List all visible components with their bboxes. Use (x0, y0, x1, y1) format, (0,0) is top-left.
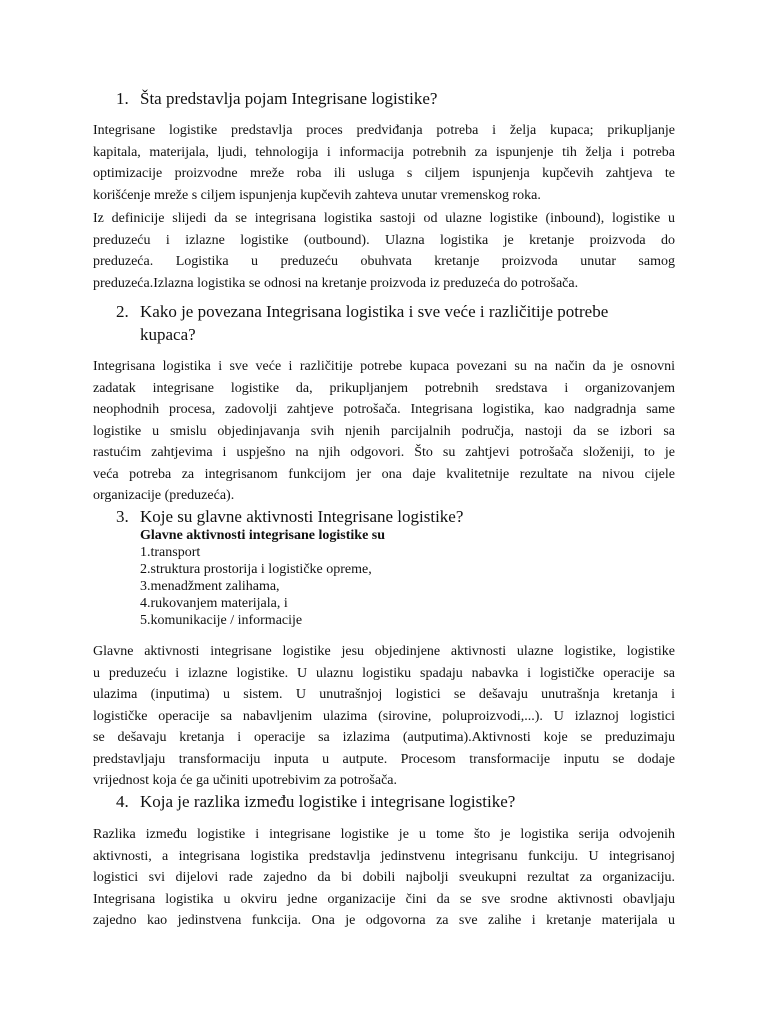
text-line: zadatak integrisane logistike da, prikupljanjem potrebnih sredstava i organizovanjem (93, 380, 675, 396)
text-line: preduzeća. Logistika u preduzeću obuhvata kretanje proizvoda unutar samog (93, 254, 675, 269)
question-4-title: Koja je razlika između logistike i integrisane logistike? (140, 792, 516, 811)
question-1-title: Šta predstavlja pojam Integrisane logistike? (140, 89, 438, 108)
question-3-number: 3. (116, 507, 129, 526)
text-line: Integrisana logistika u okviru jedne organizacije čini da se sve srodne aktivnosti obavljaju (93, 891, 675, 907)
list-item: 4.rukovanjem materijala, i (140, 596, 288, 611)
list-item: 2.struktura prostorija i logističke opreme, (140, 562, 372, 577)
text-line: Razlika između logistike i integrisane logistike je u tome što je logistika serija odvojenih (93, 827, 675, 842)
text-line: optimizacije proizvodne mreže roba ili usluga s ciljem ispunjenja kupčevih zahtjeva te (93, 166, 675, 181)
answer-4-paragraph-1 (93, 824, 675, 932)
question-2-title-line-2: kupaca? (140, 325, 196, 344)
question-2-title-line-1: Kako je povezana Integrisana logistika i sve veće i različitije potrebe (140, 302, 609, 321)
text-line: aktivnosti, a integrisana logistika predstavlja jedinstvenu integrisanu funkciju. U integrisanoj (93, 848, 675, 864)
question-1-number: 1. (116, 89, 129, 108)
text-line: logistike u smislu objedinjavanja svih njenih parcijalnih područja, nastoji da se izbori sa (93, 423, 675, 439)
text-line: organizacije (preduzeća). (93, 488, 235, 503)
text-line: Integrisana logistika i sve veće i različitije potrebe kupaca povezani su na način da je osnovni (93, 359, 675, 374)
text-line: Glavne aktivnosti integrisane logistike jesu objedinjene aktivnosti ulazne logistike, logistike (93, 644, 675, 659)
activities-list (140, 527, 540, 629)
answer-1-paragraph-2 (93, 208, 675, 294)
text-line: ulazima (inputima) u sistem. U unutrašnjoj logistici se dešavaju unutrašnja kretanja i (93, 687, 675, 702)
answer-1-paragraph-1 (93, 120, 675, 206)
text-line: preduzeća.Izlazna logistika se odnosi na kretanje proizvoda iz preduzeća do potrošača. (93, 275, 579, 291)
text-line: u preduzeću i izlazne logistike. U ulaznu logistiku spadaju nabavka i logističke operacije sa (93, 665, 675, 681)
text-line: logistici svi dijelovi rade zajedno da bi dobili najbolji sveukupni rezultat za organizaciju. (93, 870, 675, 885)
text-line: vrijednost koja će ga učiniti upotrebivim za potrošača. (93, 773, 398, 788)
text-line: rastućim zahtjevima i uspješno na njih odgovori. Što su zahtjevi potrošača složeniji, to je (93, 445, 675, 460)
question-3-title: Koje su glavne aktivnosti Integrisane logistike? (140, 507, 464, 526)
text-line: korišćenje mreže s ciljem ispunjenja kupčevih zahteva unutar vremenskog roka. (93, 187, 541, 203)
question-4-number: 4. (116, 792, 129, 811)
text-line: zajedno kao jedinstvena funkcija. Ona je odgovorna za sve zalihe i kretanje materijala u (93, 913, 675, 928)
question-2-title (140, 300, 680, 346)
text-line: veća potreba za integrisanom funkcijom jer ona daje kvalitetnije rezultate na nivou cijele (93, 466, 675, 482)
answer-2-paragraph-1 (93, 356, 675, 507)
text-line: kapitala, materijala, ljudi, tehnologija i informacija potrebnih za ispunjenje tih želja i potreba (93, 144, 675, 160)
text-line: neophodnih procesa, zadovolji zahtjeve potrošača. Integrisana logistika, kao nadgradnja same (93, 402, 675, 417)
text-line: predstavljaju transformaciju inputa u autpute. Procesom transformacije inputu se dodaje (93, 751, 675, 767)
text-line: logističke operacije sa nabavljenim ulazima (sirovine, poluproizvodi,...). U izlaznoj logistici (93, 708, 675, 724)
list-item: 1.transport (140, 545, 201, 560)
text-line: Integrisane logistike predstavlja proces predviđanja potreba i želja kupaca; prikupljanje (93, 123, 675, 138)
question-2-number: 2. (116, 302, 129, 321)
text-line: Iz definicije slijedi da se integrisana logistika sastoji od ulazne logistike (inbound), logistike u (93, 211, 675, 226)
text-line: se dešavaju kretanja i operacije sa izlazima (autputima).Aktivnosti koje se preduzimaju (93, 730, 675, 745)
text-line: preduzeću i izlazne logistike (outbound). Ulazna logistika je kretanje proizvoda do (93, 232, 675, 248)
list-item: 5.komunikacije / informacije (140, 613, 303, 628)
activities-list-heading: Glavne aktivnosti integrisane logistike su (140, 528, 386, 543)
list-item: 3.menadžment zalihama, (140, 579, 280, 594)
answer-3-paragraph-1 (93, 641, 675, 792)
